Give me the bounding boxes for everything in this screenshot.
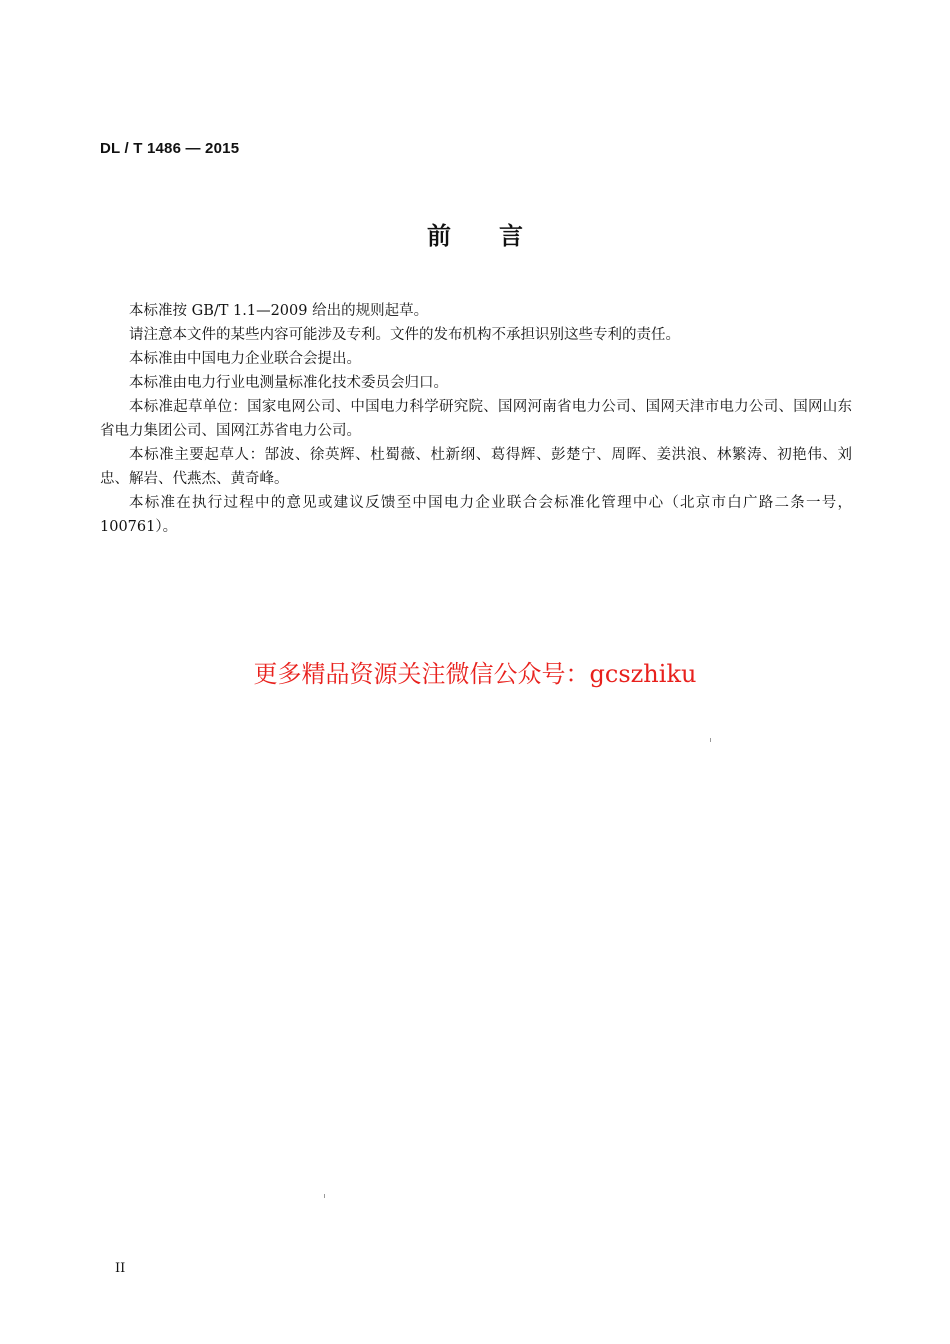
page-title: 前言 (427, 222, 571, 250)
preface-paragraph-2: 请注意本文件的某些内容可能涉及专利。文件的发布机构不承担识别这些专利的责任。 (129, 327, 680, 343)
preface-paragraph-1: 本标准按 GB/T 1.1—2009 给出的规则起草。 (129, 303, 429, 319)
promo-text: 更多精品资源关注微信公众号：gcszhiku (253, 660, 697, 688)
preface-paragraph-7: 本标准在执行过程中的意见或建议反馈至中国电力企业联合会标准化管理中心（北京市白广路二条一号，100761）。 (100, 495, 852, 535)
page-number: II (115, 1261, 126, 1276)
preface-paragraph-4: 本标准由电力行业电测量标准化技术委员会归口。 (129, 375, 448, 391)
scan-speck (324, 1194, 325, 1198)
scan-speck (710, 738, 711, 742)
preface-paragraph-6: 本标准主要起草人：郜波、徐英辉、杜蜀薇、杜新纲、葛得辉、彭楚宁、周晖、姜洪浪、林繁涛、初艳伟、刘忠、解岩、代燕杰、黄奇峰。 (100, 447, 852, 487)
preface-paragraph-5: 本标准起草单位：国家电网公司、中国电力科学研究院、国网河南省电力公司、国网天津市电力公司、国网山东省电力集团公司、国网江苏省电力公司。 (100, 399, 852, 439)
preface-body (100, 299, 852, 539)
preface-paragraph-3: 本标准由中国电力企业联合会提出。 (129, 351, 361, 367)
document-code: DL / T 1486 — 2015 (100, 140, 240, 157)
